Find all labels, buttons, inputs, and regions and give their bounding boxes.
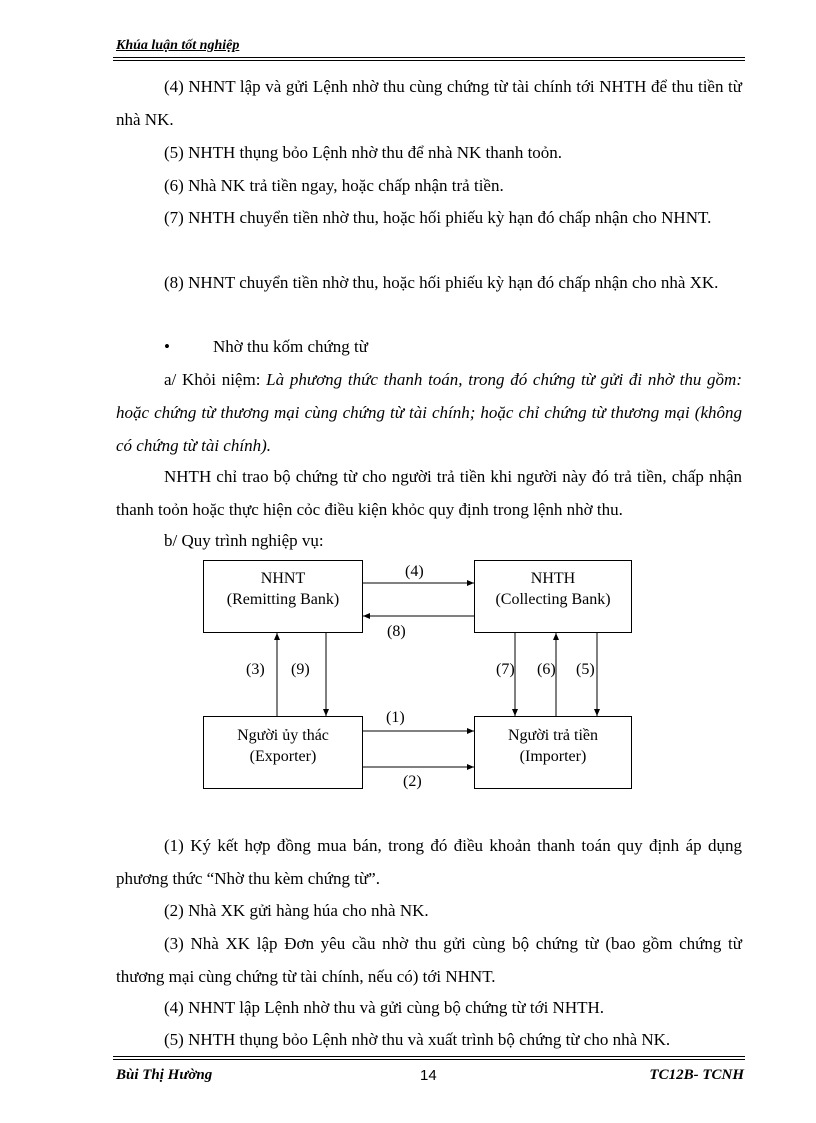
definition-text: Là phương thức thanh toán, trong đó chứng từ gửi đi nhờ thu gồm: hoặc chứng từ thương mại cùng chứng từ tài chính; hoặc chỉ chứng từ thương mại (không có chứng từ tài chính).: [116, 370, 742, 455]
step-2: (2) Nhà XK gửi hàng húa cho nhà NK.: [164, 901, 429, 920]
arrow-2-label: (2): [403, 773, 422, 790]
arrow-5-label: (5): [576, 661, 595, 678]
arrow-6-label: (6): [537, 661, 556, 678]
box-importer: [474, 716, 632, 789]
box-importer-line2: (Importer): [519, 748, 587, 765]
box-exporter-line1: Người ủy thác: [237, 727, 329, 744]
arrow-4-label: (4): [405, 563, 424, 580]
box-nhth: [474, 560, 632, 633]
arrow-9-label: (9): [291, 661, 310, 678]
bullet-marker: •: [164, 337, 170, 356]
step-4: (4) NHNT lập Lệnh nhờ thu và gửi cùng bộ chứng từ tới NHTH.: [164, 998, 605, 1017]
bullet-heading: Nhờ thu kốm chứng từ: [213, 337, 368, 356]
footer-rule-thick: [113, 1059, 745, 1060]
step-1: (1) Ký kết hợp đồng mua bán, trong đó điều khoản thanh toán quy định áp dụng phương thức “Nhờ thu kèm chứng từ”.: [116, 836, 742, 888]
footer-rule-thin: [113, 1056, 745, 1057]
paragraph-step-7: (7) NHTH chuyển tiền nhờ thu, hoặc hối phiếu kỳ hạn đó chấp nhận cho NHNT.: [164, 208, 712, 227]
nhth-note-paragraph: NHTH chỉ trao bộ chứng từ cho người trả tiền khi người này đó trả tiền, chấp nhận thanh toỏn hoặc thực hiện cỏc điều kiện khỏc quy định trong lệnh nhờ thu.: [116, 467, 742, 519]
step-5: (5) NHTH thụng bỏo Lệnh nhờ thu và xuất trình bộ chứng từ cho nhà NK.: [164, 1030, 671, 1049]
step-3: (3) Nhà XK lập Đơn yêu cầu nhờ thu gửi cùng bộ chứng từ (bao gồm chứng từ thương mại cùng chứng từ tài chính, nếu có) tới NHNT.: [116, 934, 742, 986]
footer-author: Bùi Thị Hường: [116, 1067, 213, 1083]
arrow-8-label: (8): [387, 623, 406, 640]
box-nhnt-line1: NHNT: [260, 570, 306, 587]
box-exporter-line2: (Exporter): [249, 748, 317, 765]
arrow-1-label: (1): [386, 709, 405, 726]
paragraph-step-8: (8) NHNT chuyển tiền nhờ thu, hoặc hối phiếu kỳ hạn đó chấp nhận cho nhà XK.: [164, 273, 719, 292]
definition-label: a/ Khỏi niệm:: [164, 370, 261, 389]
arrow-3-label: (3): [246, 661, 265, 678]
box-exporter: [203, 716, 363, 789]
paragraph-step-5: (5) NHTH thụng bỏo Lệnh nhờ thu để nhà NK thanh toỏn.: [164, 143, 563, 162]
paragraph-step-4: (4) NHNT lập và gửi Lệnh nhờ thu cùng chứng từ tài chính tới NHTH để thu tiền từ nhà NK.: [116, 77, 742, 129]
box-nhth-line1: NHTH: [530, 570, 576, 587]
footer-class: TC12B- TCNH: [649, 1067, 744, 1083]
box-nhth-line2: (Collecting Bank): [495, 591, 611, 608]
process-title: b/ Quy trình nghiệp vụ:: [164, 531, 324, 550]
box-nhnt-line2: (Remitting Bank): [226, 591, 340, 608]
box-importer-line1: Người trả tiền: [508, 727, 598, 744]
arrow-7-label: (7): [496, 661, 515, 678]
box-nhnt: [203, 560, 363, 633]
paragraph-step-6: (6) Nhà NK trả tiền ngay, hoặc chấp nhận trả tiền.: [164, 176, 504, 195]
header-title: Khúa luận tốt nghiệp: [116, 38, 240, 53]
footer-page-number: 14: [420, 1067, 437, 1084]
